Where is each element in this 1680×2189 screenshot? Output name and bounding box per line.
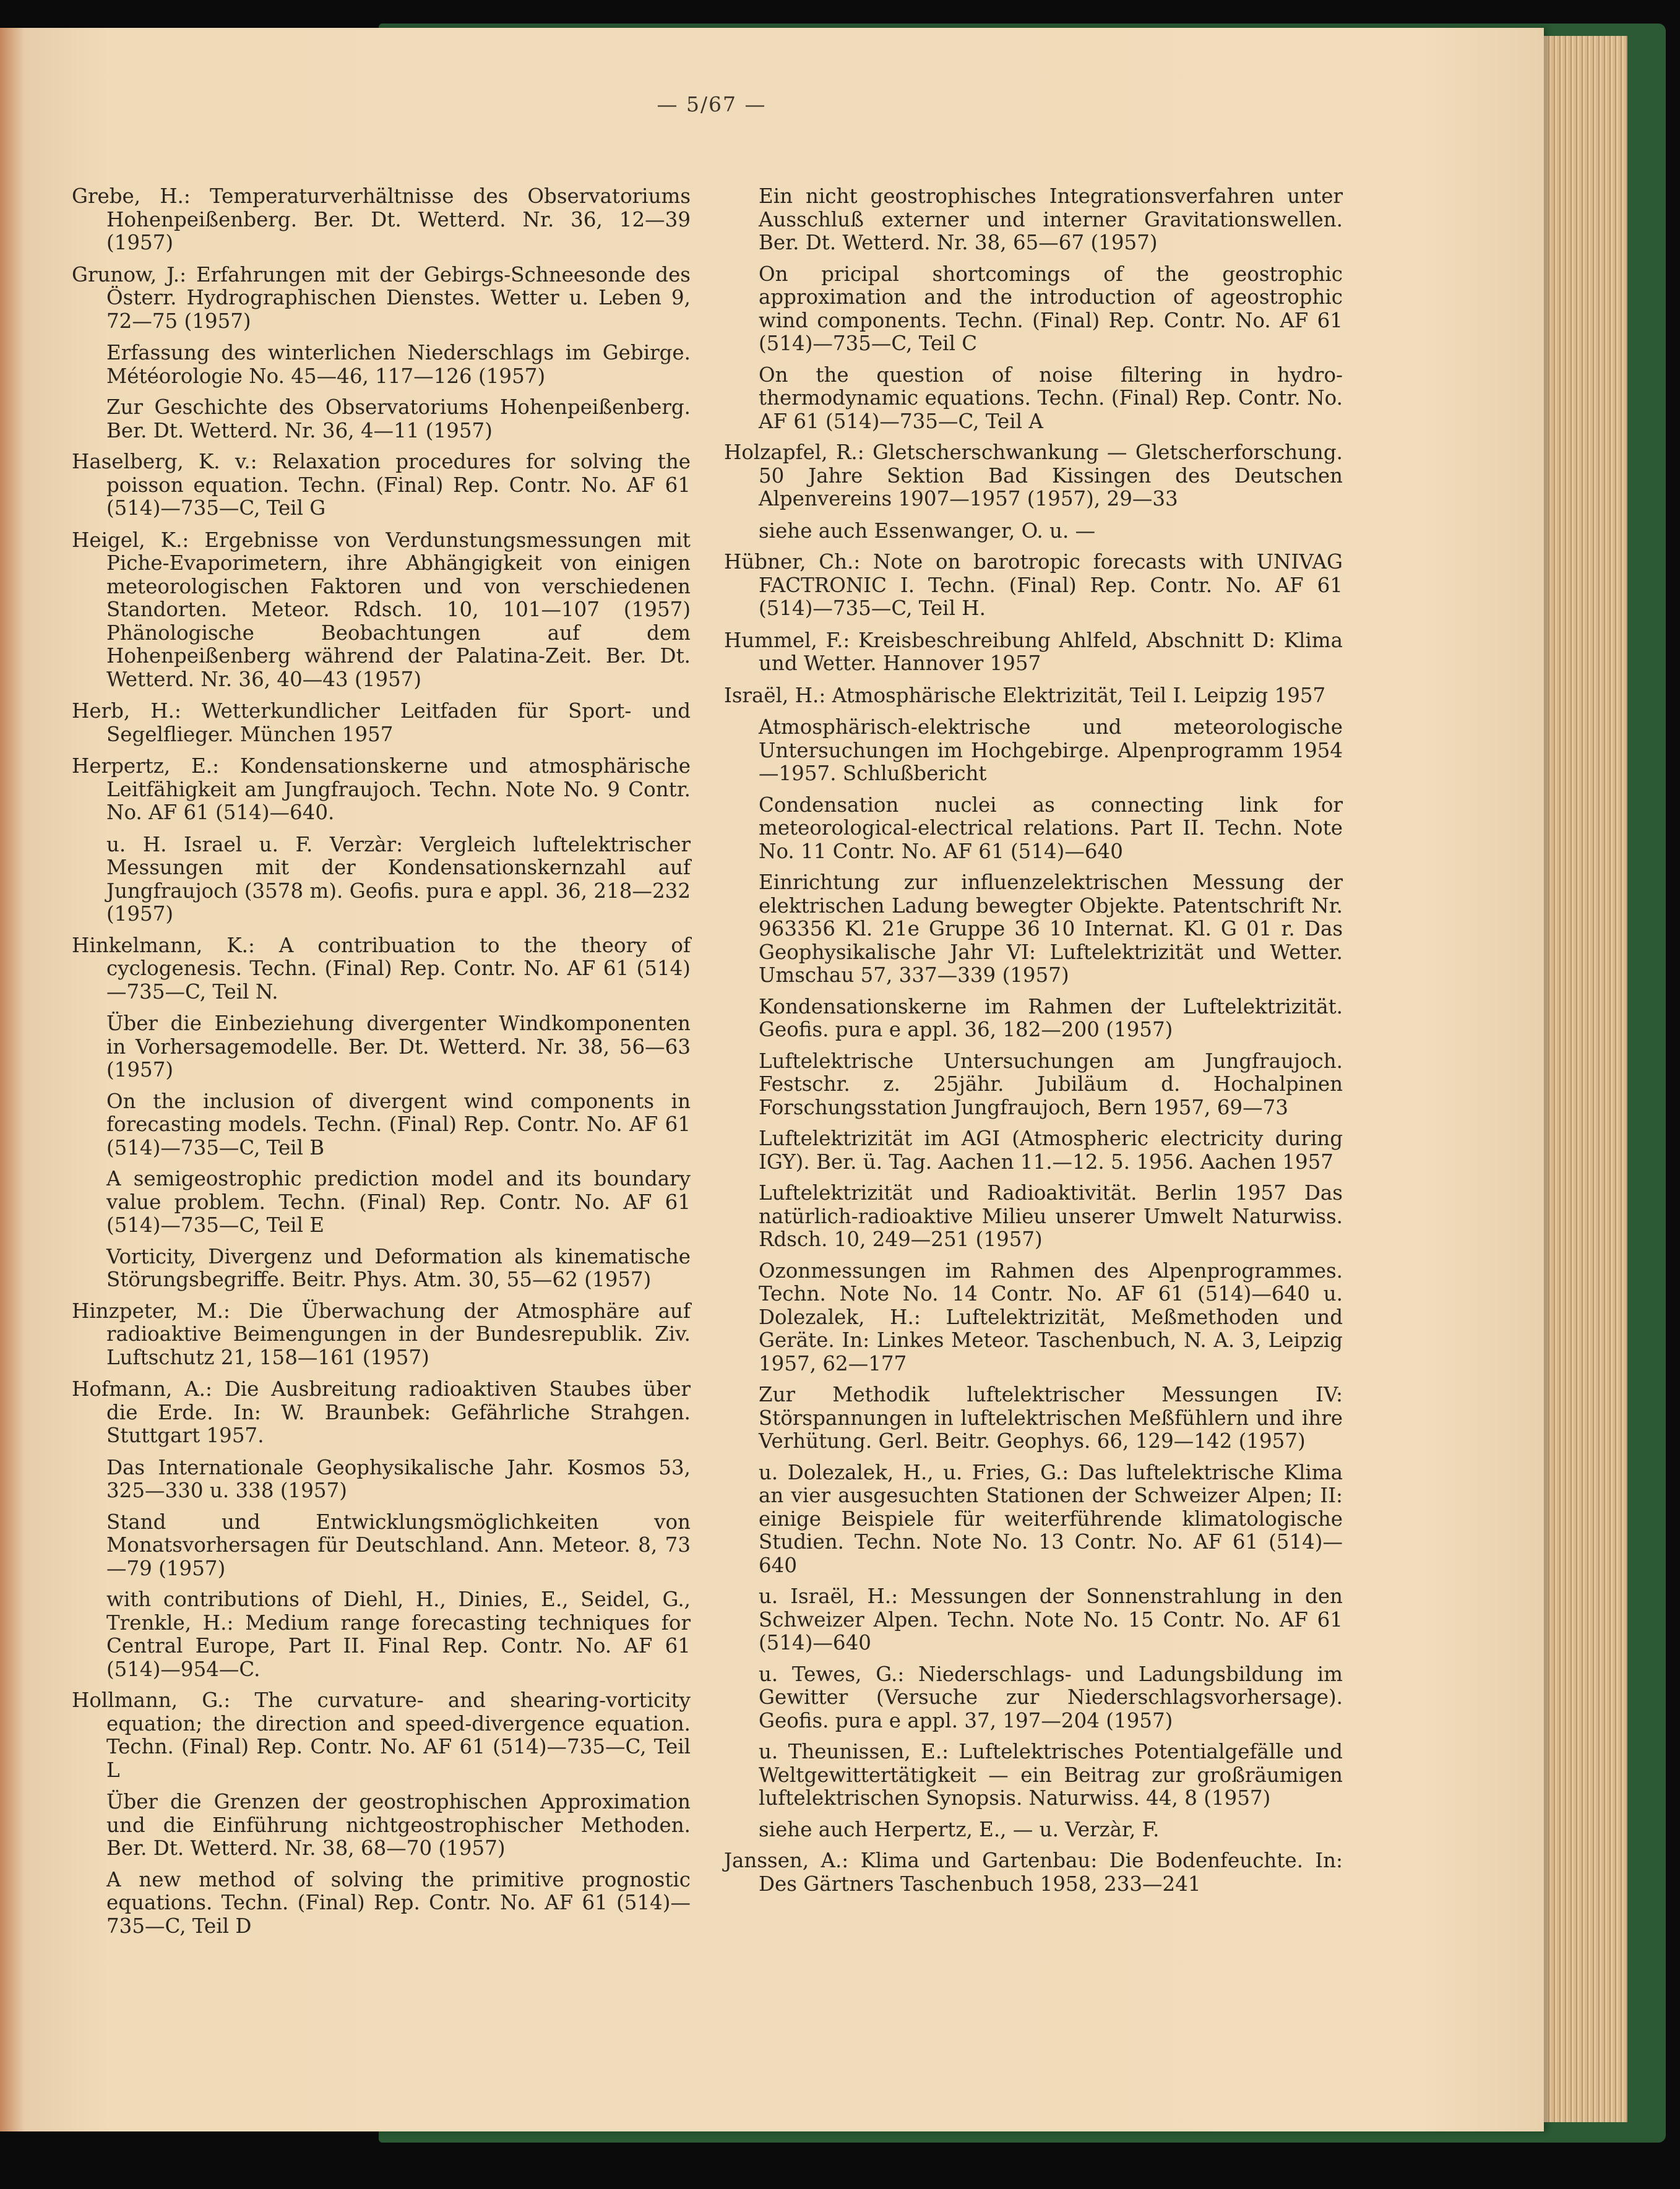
bibliography-entry: Haselberg, K. v.: Relaxation procedures for solving the poisson equation. Techn. (Final) Rep. Contr. No. AF 61 (514)—735—C, Teil G <box>72 450 691 520</box>
bibliography-subentry: Atmosphärisch-elektrische und meteorologische Untersuchungen im Hochgebirge. Alpenprogramm 1954—1957. Schlußbericht <box>759 715 1343 785</box>
bibliography-entry: Hollmann, G.: The curvature- and shearing-vorticity equation; the direction and speed-divergence equation. Techn. (Final) Rep. Contr. No. AF 61 (514)—735—C, Teil L <box>72 1688 691 1782</box>
bibliography-subentry: Ozonmessungen im Rahmen des Alpenprogrammes. Techn. Note No. 14 Contr. No. AF 61 (514)—640 u. Dolezalek, H.: Luftelektrizität, Meßmethoden und Geräte. In: Linkes Meteor. Taschenbuch, N. A. 3, Leipzig 1957, 62—177 <box>759 1258 1343 1375</box>
book-page <box>0 28 1544 2131</box>
bibliography-entry: Hummel, F.: Kreisbeschreibung Ahlfeld, Abschnitt D: Klima und Wetter. Hannover 1957 <box>724 628 1343 675</box>
bibliography-subentry: Luftelektrizität und Radioaktivität. Berlin 1957 Das natürlich-radioaktive Milieu unserer Umwelt Naturwiss. Rdsch. 10, 249—251 (1957) <box>759 1181 1343 1251</box>
bibliography-subentry: On the inclusion of divergent wind components in forecasting models. Techn. (Final) Rep. Contr. No. AF 61 (514)—735—C, Teil B <box>106 1089 691 1159</box>
bibliography-subentry: u. Tewes, G.: Niederschlags- und Ladungsbildung im Gewitter (Versuche zur Niederschlagsvorhersage). Geofis. pura e appl. 37, 197—204 (1957) <box>759 1662 1343 1732</box>
bibliography-subentry: Kondensationskerne im Rahmen der Luftelektrizität. Geofis. pura e appl. 36, 182—200 (1957) <box>759 994 1343 1041</box>
bibliography-entry: Holzapfel, R.: Gletscherschwankung — Gletscherforschung. 50 Jahre Sektion Bad Kissingen des Deutschen Alpenvereins 1907—1957 (1957), 29—33 <box>724 441 1343 510</box>
left-column <box>72 185 691 1946</box>
bibliography-entry: Herpertz, E.: Kondensationskerne und atmosphärische Leitfähigkeit am Jungfraujoch. Techn. Note No. 9 Contr. No. AF 61 (514)—640. <box>72 754 691 824</box>
bibliography-subentry: Über die Einbeziehung divergenter Windkomponenten in Vorhersagemodelle. Ber. Dt. Wetterd. Nr. 38, 56—63 (1957) <box>106 1012 691 1082</box>
bibliography-subentry: with contributions of Diehl, H., Dinies, E., Seidel, G., Trenkle, H.: Medium range forecasting techniques for Central Europe, Part II. Final Rep. Contr. No. AF 61 (514)—954—C. <box>106 1588 691 1681</box>
bibliography-subentry: A new method of solving the primitive prognostic equations. Techn. (Final) Rep. Contr. No. AF 61 (514)—735—C, Teil D <box>106 1867 691 1938</box>
bibliography-subentry: Zur Geschichte des Observatoriums Hohenpeißenberg. Ber. Dt. Wetterd. Nr. 36, 4—11 (1957) <box>106 395 691 442</box>
bibliography-entry: Heigel, K.: Ergebnisse von Verdunstungsmessungen mit Piche-Evaporimetern, ihre Abhängigkeit von einigen meteorologischen Faktoren und von verschiedenen Standorten. Meteor. Rdsch. 10, 101—107 (1957) Phänologische Beobachtungen auf dem Hohenpeißenberg während der Palatina-Zeit. Ber. Dt. Wetterd. Nr. 36, 40—43 (1957) <box>72 528 691 691</box>
bibliography-subentry: siehe auch Essenwanger, O. u. — <box>759 518 1096 543</box>
bibliography-subentry: Das Internationale Geophysikalische Jahr. Kosmos 53, 325—330 u. 338 (1957) <box>106 1455 691 1502</box>
bibliography-subentry: Condensation nuclei as connecting link for meteorological-electrical relations. Part II. Techn. Note No. 11 Contr. No. AF 61 (514)—640 <box>759 793 1343 863</box>
bibliography-subentry: u. Theunissen, E.: Luftelektrisches Potentialgefälle und Weltgewittertätigkeit — ein Beitrag zur großräumigen luftelektrischen Synopsis. Naturwiss. 44, 8 (1957) <box>759 1740 1343 1810</box>
bibliography-subentry: u. Israël, H.: Messungen der Sonnenstrahlung in den Schweizer Alpen. Techn. Note No. 15 Contr. No. AF 61 (514)—640 <box>759 1585 1343 1654</box>
bibliography-entry: Hübner, Ch.: Note on barotropic forecasts with UNIVAG FACTRONIC I. Techn. (Final) Rep. Contr. No. AF 61 (514)—735—C, Teil H. <box>724 550 1343 620</box>
bibliography-entry: Hofmann, A.: Die Ausbreitung radioaktiven Staubes über die Erde. In: W. Braunbek: Gefährliche Strahgen. Stuttgart 1957. <box>72 1377 691 1447</box>
bibliography-entry: Grunow, J.: Erfahrungen mit der Gebirgs-Schneesonde des Österr. Hydrographischen Dienstes. Wetter u. Leben 9, 72—75 (1957) <box>72 262 691 333</box>
bibliography-entry: Grebe, H.: Temperaturverhältnisse des Observatoriums Hohenpeißenberg. Ber. Dt. Wetterd. Nr. 36, 12—39 (1957) <box>72 184 691 254</box>
bibliography-subentry: Vorticity, Divergenz und Deformation als kinematische Störungsbegriffe. Beitr. Phys. Atm. 30, 55—62 (1957) <box>106 1244 691 1291</box>
bibliography-subentry: Ein nicht geostrophisches Integrationsverfahren unter Ausschluß externer und interner Gravitationswellen. Ber. Dt. Wetterd. Nr. 38, 65—67 (1957) <box>759 184 1343 254</box>
bibliography-subentry: siehe auch Herpertz, E., — u. Verzàr, F. <box>759 1817 1160 1841</box>
bibliography-entry: Herb, H.: Wetterkundlicher Leitfaden für Sport- und Segelflieger. München 1957 <box>72 699 691 746</box>
bibliography-subentry: Luftelektrizität im AGI (Atmospheric electricity during IGY). Ber. ü. Tag. Aachen 11.—12. 5. 1956. Aachen 1957 <box>759 1127 1343 1174</box>
bibliography-subentry: A semigeostrophic prediction model and its boundary value problem. Techn. (Final) Rep. Contr. No. AF 61 (514)—735—C, Teil E <box>106 1167 691 1237</box>
bibliography-subentry: Einrichtung zur influenzelektrischen Messung der elektrischen Ladung bewegter Objekte. Patentschrift Nr. 963356 Kl. 21e Gruppe 36 10 Internat. Kl. G 01 r. Das Geophysikalische Jahr VI: Luftelektrizität und Wetter. Umschau 57, 337—339 (1957) <box>759 871 1343 987</box>
bibliography-entry: Hinkelmann, K.: A contribuation to the theory of cyclogenesis. Techn. (Final) Rep. Contr. No. AF 61 (514)—735—C, Teil N. <box>72 933 691 1004</box>
bibliography-entry: Israël, H.: Atmosphärische Elektrizität, Teil I. Leipzig 1957 <box>724 683 1326 707</box>
bibliography-subentry: Erfassung des winterlichen Niederschlags im Gebirge. Météorologie No. 45—46, 117—126 (1957) <box>106 341 691 388</box>
page-edges <box>1535 36 1627 2122</box>
bibliography-subentry: Luftelektrische Untersuchungen am Jungfraujoch. Festschr. z. 25jähr. Jubiläum d. Hochalpinen Forschungsstation Jungfraujoch, Bern 1957, 69—73 <box>759 1049 1343 1119</box>
bibliography-subentry: u. H. Israel u. F. Verzàr: Vergleich luftelektrischer Messungen mit der Kondensationskernzahl auf Jungfraujoch (3578 m). Geofis. pura e appl. 36, 218—232 (1957) <box>106 832 691 926</box>
bibliography-subentry: On the question of noise filtering in hydro-thermodynamic equations. Techn. (Final) Rep. Contr. No. AF 61 (514)—735—C, Teil A <box>759 363 1343 433</box>
bibliography-entry: Hinzpeter, M.: Die Überwachung der Atmosphäre auf radioaktive Beimengungen in der Bundesrepublik. Ziv. Luftschutz 21, 158—161 (1957) <box>72 1299 691 1369</box>
bibliography-subentry: On pricipal shortcomings of the geostrophic approximation and the introduction of ageostrophic wind components. Techn. (Final) Rep. Contr. No. AF 61 (514)—735—C, Teil C <box>759 262 1343 355</box>
bibliography-subentry: u. Dolezalek, H., u. Fries, G.: Das luftelektrische Klima an vier ausgesuchten Stationen der Schweizer Alpen; II: einige Beispiele für weiterführende klimatologische Studien. Techn. Note No. 13 Contr. No. AF 61 (514)—640 <box>759 1460 1343 1577</box>
bibliography-subentry: Über die Grenzen der geostrophischen Approximation und die Einführung nichtgeostrophischer Methoden. Ber. Dt. Wetterd. Nr. 38, 68—70 (1957) <box>106 1790 691 1860</box>
bibliography-subentry: Zur Methodik luftelektrischer Messungen IV: Störspannungen in luftelektrischen Meßfühlern und ihre Verhütung. Gerl. Beitr. Geophys. 66, 129—142 (1957) <box>759 1383 1343 1453</box>
right-column <box>724 185 1343 1904</box>
page-number: — 5/67 — <box>657 92 767 116</box>
bibliography-entry: Janssen, A.: Klima und Gartenbau: Die Bodenfeuchte. In: Des Gärtners Taschenbuch 1958, 233—241 <box>724 1849 1343 1896</box>
bibliography-subentry: Stand und Entwicklungsmöglichkeiten von Monatsvorhersagen für Deutschland. Ann. Meteor. 8, 73—79 (1957) <box>106 1510 691 1580</box>
